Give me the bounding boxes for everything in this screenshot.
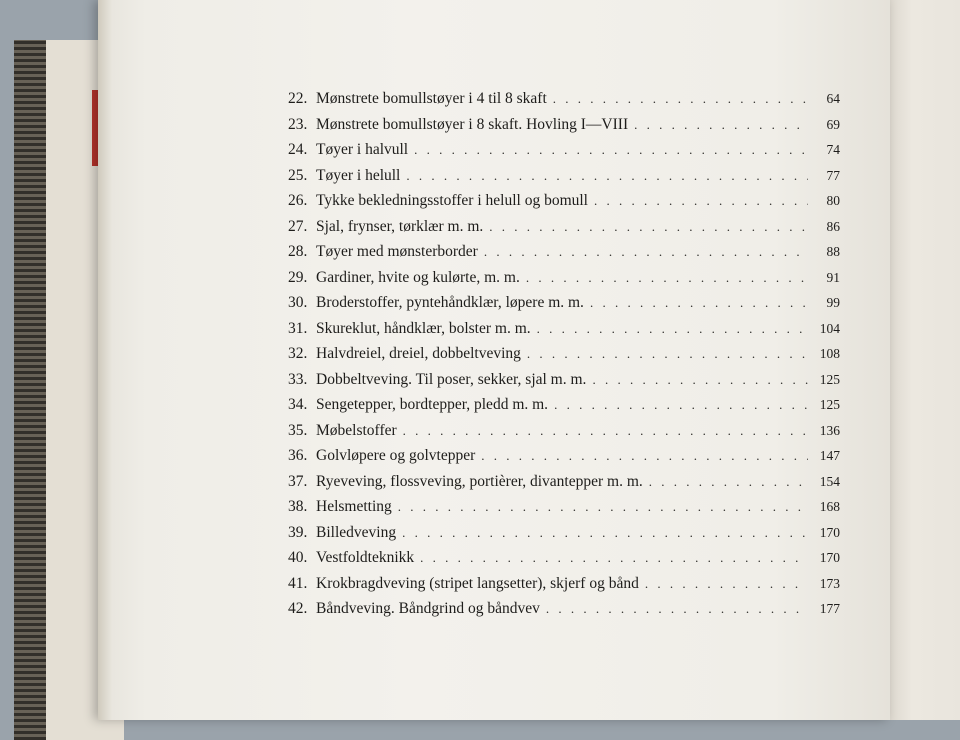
toc-row (288, 137, 840, 163)
toc-leader (481, 443, 808, 469)
toc-leader (398, 494, 808, 520)
toc-number: 31. (288, 319, 308, 337)
toc-row (288, 239, 840, 265)
toc-title: Båndveving. Båndgrind og båndvev (316, 600, 540, 617)
toc-number: 23. (288, 115, 308, 133)
toc-number: 34. (288, 396, 308, 413)
toc-page: 170 (819, 550, 840, 565)
toc-row (288, 596, 840, 622)
toc-title: Gardiner, hvite og kulørte, m. m. (316, 268, 520, 286)
toc-leader (527, 341, 808, 367)
toc-page: 125 (819, 397, 840, 412)
page-fold (98, 0, 112, 720)
toc-row (288, 367, 840, 393)
toc-row (288, 188, 840, 214)
toc-page: 173 (819, 575, 840, 591)
toc-number: 28. (288, 243, 308, 260)
toc-title: Dobbeltveving. Til poser, sekker, sjal m. m. (316, 370, 587, 388)
toc-number: 41. (288, 574, 308, 592)
toc-title: Ryeveving, flossveving, portièrer, divantepper m. m. (316, 472, 643, 490)
toc-row (288, 545, 840, 571)
toc-number: 24. (288, 141, 308, 158)
toc-number: 33. (288, 370, 308, 388)
toc-leader (546, 596, 808, 622)
toc-page: 154 (819, 473, 840, 489)
toc-row (288, 316, 840, 342)
toc-number: 35. (288, 421, 308, 439)
toc-leader (590, 290, 808, 316)
toc-leader (649, 469, 808, 495)
toc-title: Helsmetting (316, 498, 392, 515)
toc-number: 36. (288, 447, 308, 464)
toc-title: Halvdreiel, dreiel, dobbeltveving (316, 345, 521, 362)
toc-row (288, 494, 840, 520)
toc-row (288, 571, 840, 597)
toc-row (288, 86, 840, 112)
toc-title: Tøyer i halvull (316, 141, 409, 158)
toc-page: 69 (826, 116, 840, 132)
toc-title: Mønstrete bomullstøyer i 4 til 8 skaft (316, 90, 547, 107)
toc-page: 74 (826, 142, 840, 157)
toc-page: 77 (826, 167, 840, 183)
toc-leader (645, 571, 808, 597)
toc-number: 25. (288, 166, 308, 184)
toc-number: 29. (288, 268, 308, 286)
toc-title: Vestfoldteknikk (316, 549, 415, 566)
toc-number: 37. (288, 472, 308, 490)
toc-page: 125 (819, 371, 840, 387)
toc-page: 80 (826, 193, 840, 208)
toc-leader (526, 265, 808, 291)
textile-cover-strip (14, 40, 46, 740)
toc-page: 91 (826, 269, 840, 285)
toc-leader (414, 137, 808, 163)
toc-leader (406, 163, 808, 189)
toc-row (288, 341, 840, 367)
toc-title: Tykke bekledningsstoffer i helull og bomull (316, 192, 588, 209)
toc-leader (420, 545, 808, 571)
toc-title: Billedveving (316, 523, 397, 541)
toc-number: 40. (288, 549, 308, 566)
toc-page: 64 (826, 91, 840, 106)
toc-number: 27. (288, 217, 308, 235)
toc-row (288, 290, 840, 316)
toc-number: 26. (288, 192, 308, 209)
toc-leader (554, 392, 808, 418)
toc-title: Skureklut, håndklær, bolster m. m. (316, 319, 531, 337)
right-background (880, 0, 960, 720)
toc-title: Tøyer i helull (316, 166, 401, 184)
toc-title: Broderstoffer, pyntehåndklær, løpere m. m. (316, 294, 584, 311)
table-of-contents (288, 86, 840, 622)
toc-title: Krokbragdveving (stripet langsetter), skjerf og bånd (316, 574, 639, 592)
toc-number: 30. (288, 294, 308, 311)
toc-title: Sengetepper, bordtepper, pledd m. m. (316, 396, 549, 413)
toc-number: 32. (288, 345, 308, 362)
toc-row (288, 469, 840, 495)
toc-title: Mønstrete bomullstøyer i 8 skaft. Hovling I—VIII (316, 115, 629, 133)
toc-number: 39. (288, 523, 308, 541)
toc-row (288, 163, 840, 189)
toc-leader (553, 86, 808, 112)
toc-leader (634, 112, 808, 138)
toc-title: Tøyer med mønsterborder (316, 243, 478, 260)
toc-row (288, 392, 840, 418)
toc-page: 177 (819, 601, 840, 616)
toc-page: 170 (819, 524, 840, 540)
toc-row (288, 418, 840, 444)
toc-page: 99 (826, 295, 840, 310)
toc-leader (403, 418, 808, 444)
toc-title: Møbelstoffer (316, 421, 397, 439)
toc-leader (537, 316, 808, 342)
toc-row (288, 443, 840, 469)
toc-page: 86 (826, 218, 840, 234)
toc-leader (402, 520, 808, 546)
toc-page: 136 (819, 422, 840, 438)
toc-title: Sjal, frynser, tørklær m. m. (316, 217, 484, 235)
toc-row (288, 214, 840, 240)
toc-page: 88 (826, 244, 840, 259)
toc-leader (489, 214, 808, 240)
toc-number: 38. (288, 498, 308, 515)
toc-title: Golvløpere og golvtepper (316, 447, 476, 464)
toc-row (288, 265, 840, 291)
toc-page: 104 (819, 320, 840, 336)
toc-leader (484, 239, 808, 265)
toc-page: 168 (819, 499, 840, 514)
toc-page: 108 (819, 346, 840, 361)
toc-row (288, 112, 840, 138)
toc-leader (592, 367, 808, 393)
toc-page: 147 (819, 448, 840, 463)
toc-row (288, 520, 840, 546)
toc-leader (594, 188, 808, 214)
toc-number: 22. (288, 90, 308, 107)
toc-number: 42. (288, 600, 308, 617)
